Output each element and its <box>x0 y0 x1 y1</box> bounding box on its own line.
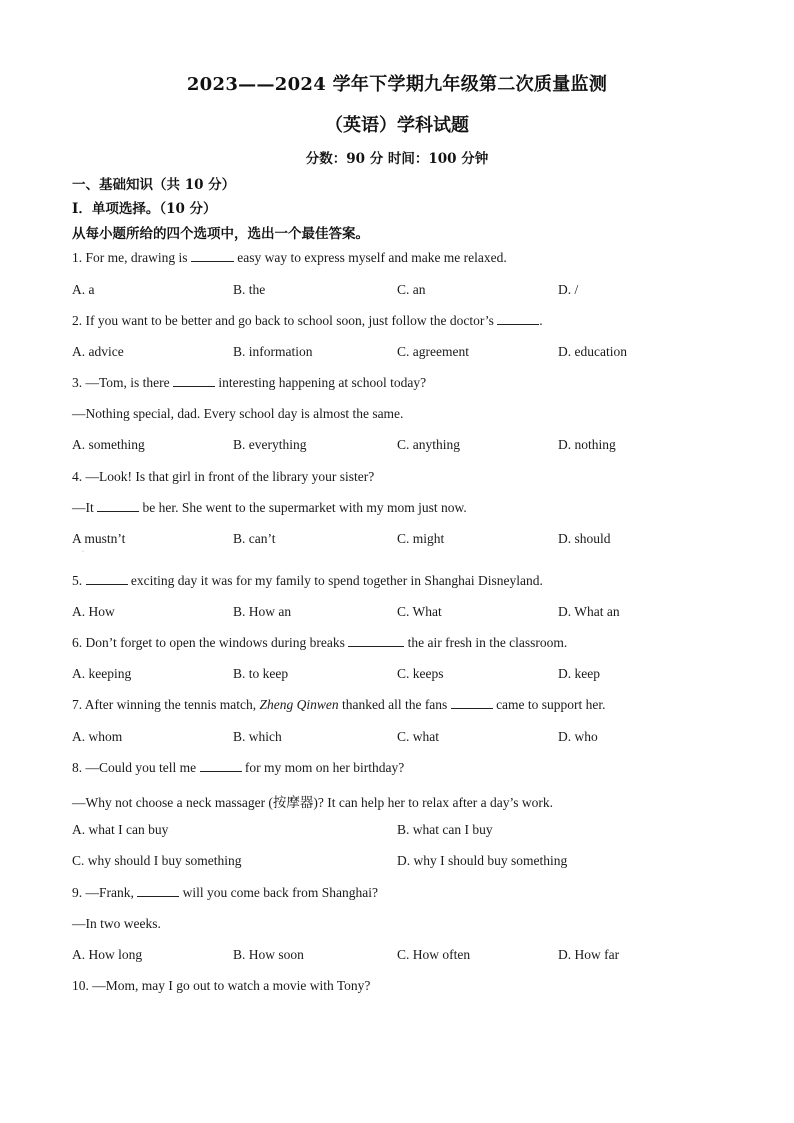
option-a: A. How <box>72 604 115 619</box>
option-a: A mustn’t <box>72 531 126 546</box>
instruction: 从每小题所给的四个选项中，选出一个最佳答案。 <box>72 226 369 242</box>
question-5: 5. exciting day it was for my family to spend together in Shanghai Disneyland. <box>72 573 543 588</box>
option-c: C. an <box>397 282 426 297</box>
option-b: B. information <box>233 344 313 359</box>
subsection-heading: Ⅰ．单项选择。（10 分） <box>72 201 217 217</box>
answer-blank <box>137 885 179 897</box>
question-4: 4. —Look! Is that girl in front of the library your sister? <box>72 469 375 484</box>
question-6: 6. Don’t forget to open the windows during breaks the air fresh in the classroom. <box>72 635 568 650</box>
option-a: A. a <box>72 282 95 297</box>
option-d: D. What an <box>558 604 620 619</box>
option-d: D. / <box>558 282 579 297</box>
option-b: B. the <box>233 282 266 297</box>
option-c: C. might <box>397 531 445 546</box>
question-8: 8. —Could you tell me for my mom on her birthday? <box>72 760 405 775</box>
option-a: A. what I can buy <box>72 822 169 837</box>
question-4-reply: —It be her. She went to the supermarket with my mom just now. <box>72 500 467 515</box>
question-2: 2. If you want to be better and go back to school soon, just follow the doctor’s . <box>72 313 543 328</box>
answer-blank <box>191 250 234 262</box>
question-7: 7. After winning the tennis match, Zheng Qinwen thanked all the fans came to support her. <box>72 697 606 712</box>
option-c: C. What <box>397 604 442 619</box>
question-3: 3. —Tom, is there interesting happening at school today? <box>72 375 427 390</box>
question-9: 9. —Frank, will you come back from Shanghai? <box>72 885 378 900</box>
answer-blank <box>173 375 215 387</box>
option-b: B. which <box>233 729 282 744</box>
question-9-reply: —In two weeks. <box>72 916 161 931</box>
answer-blank <box>200 760 242 772</box>
answer-blank <box>348 635 404 647</box>
question-10: 10. —Mom, may I go out to watch a movie with Tony? <box>72 978 371 993</box>
exam-meta: 分数：90 分 时间：100 分钟 <box>305 151 489 167</box>
answer-blank <box>497 313 539 325</box>
option-b: B. can’t <box>233 531 276 546</box>
option-d: D. nothing <box>558 437 616 452</box>
option-c: C. keeps <box>397 666 444 681</box>
option-b: B. How an <box>233 604 292 619</box>
option-b: B. everything <box>233 437 307 452</box>
option-a: A. whom <box>72 729 123 744</box>
option-d: D. should <box>558 531 611 546</box>
answer-blank <box>451 697 493 709</box>
answer-blank <box>86 573 128 585</box>
option-b: B. How soon <box>233 947 304 962</box>
question-3-reply: —Nothing special, dad. Every school day is almost the same. <box>72 406 404 421</box>
question-1: 1. For me, drawing is easy way to express myself and make me relaxed. <box>72 250 507 265</box>
option-a: A. keeping <box>72 666 132 681</box>
exam-subtitle: （英语）学科试题 <box>325 115 469 136</box>
option-b: B. to keep <box>233 666 289 681</box>
option-a: A. advice <box>72 344 124 359</box>
option-c: C. anything <box>397 437 460 452</box>
exam-title: 2023——2024 学年下学期九年级第二次质量监测 <box>186 74 608 95</box>
stray-dot: · <box>82 549 84 555</box>
option-b: B. what can I buy <box>397 822 493 837</box>
option-c: C. agreement <box>397 344 469 359</box>
option-c: C. why should I buy something <box>72 853 242 868</box>
option-a: A. How long <box>72 947 143 962</box>
option-d: D. education <box>558 344 627 359</box>
option-a: A. something <box>72 437 145 452</box>
option-d: D. who <box>558 729 598 744</box>
question-8-reply: —Why not choose a neck massager (按摩器)? It can help her to relax after a day’s work. <box>72 795 553 810</box>
option-c: C. what <box>397 729 439 744</box>
answer-blank <box>97 500 139 512</box>
option-d: D. why I should buy something <box>397 853 568 868</box>
option-d: D. keep <box>558 666 600 681</box>
option-c: C. How often <box>397 947 471 962</box>
option-d: D. How far <box>558 947 620 962</box>
section-heading: 一、基础知识（共 10 分） <box>72 177 236 193</box>
